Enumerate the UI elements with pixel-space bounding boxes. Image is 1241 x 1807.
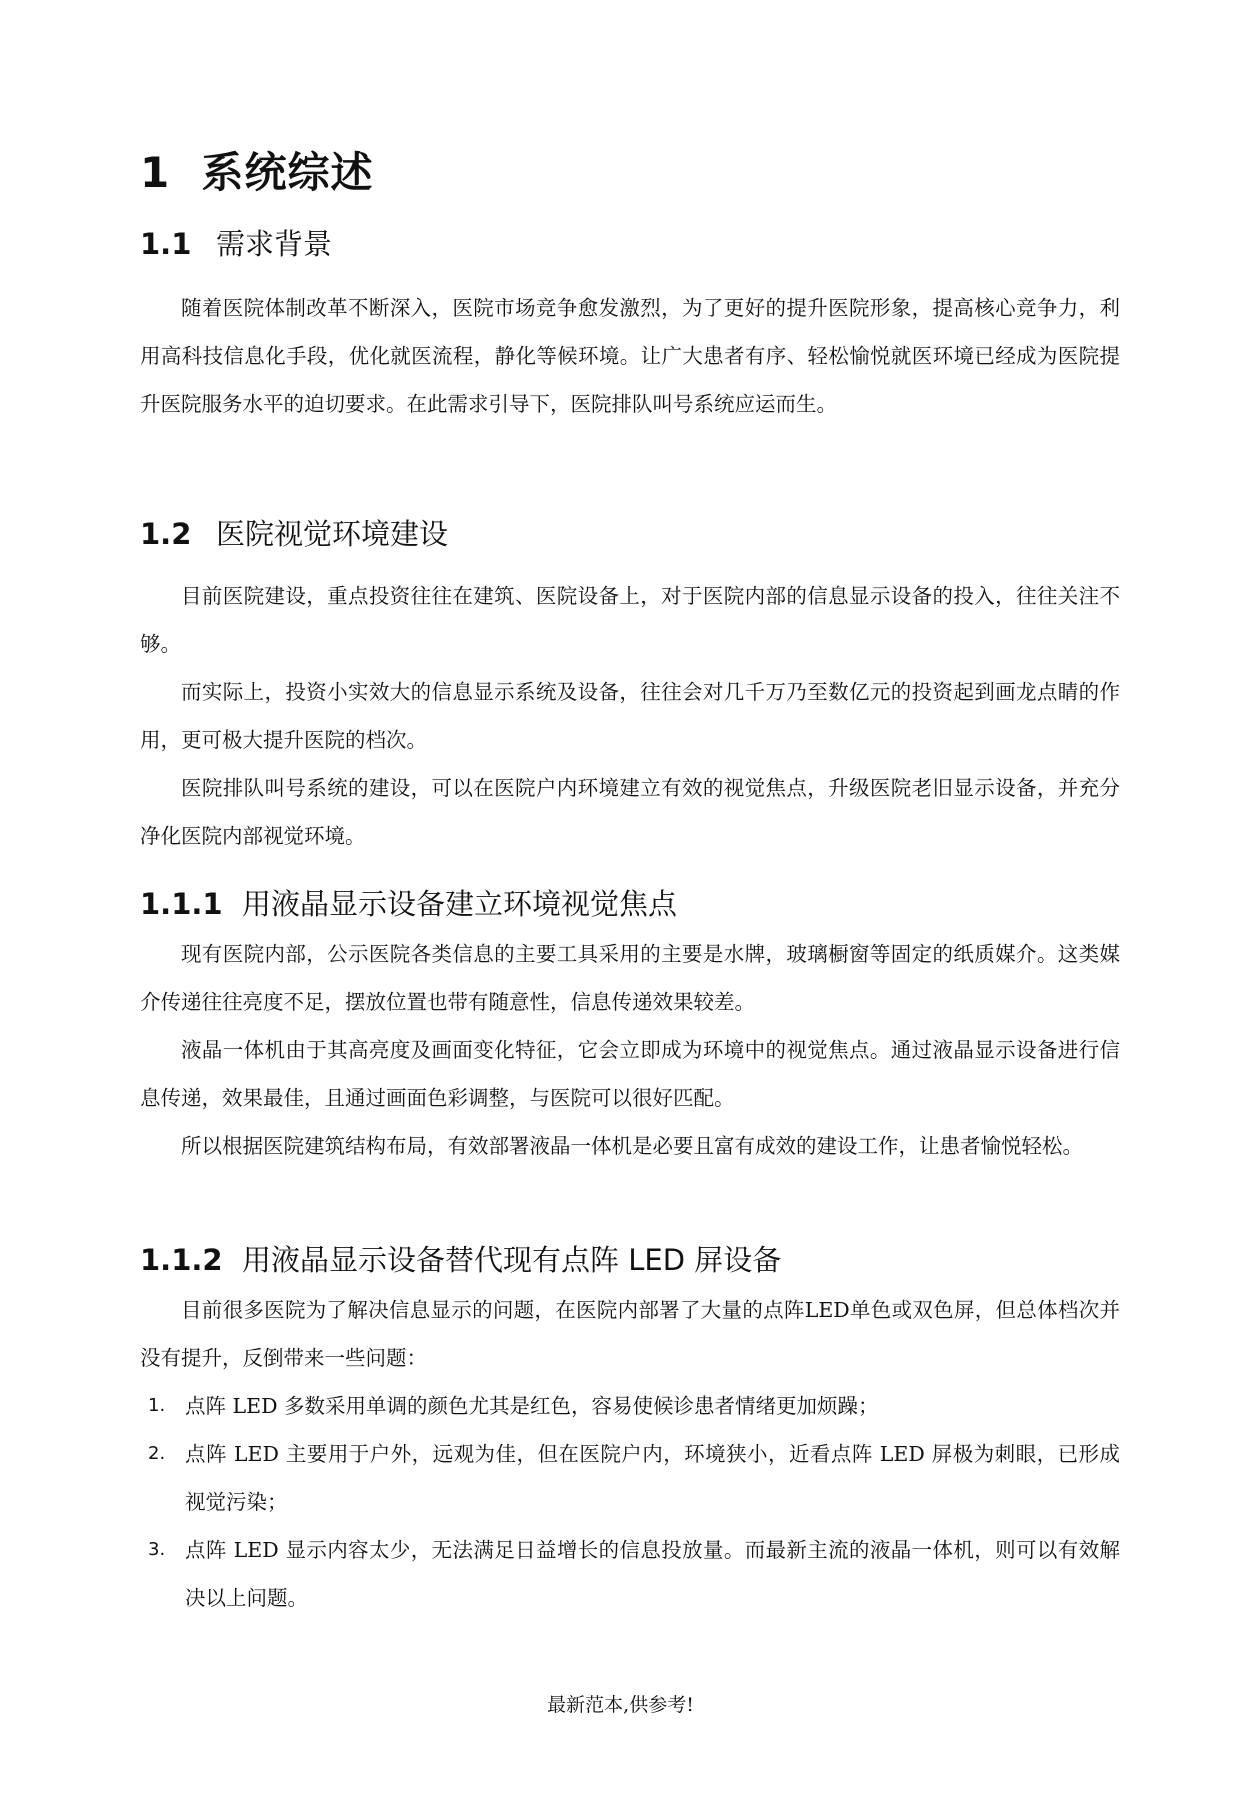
subsection-number: 1.1.1 [140,887,223,921]
list-item-number: 1. [148,1395,166,1416]
paragraph: 所以根据医院建筑结构布局，有效部署液晶一体机是必要且富有成效的建设工作，让患者愉悦轻松。 [181,1134,1083,1158]
numbered-list [140,1382,1120,1622]
subsection-heading-1-1-1 [140,882,677,923]
list-item-number: 3. [148,1539,166,1560]
chapter-number: 1 [140,148,171,197]
section-heading-1-2 [140,512,448,553]
subsection-number: 1.1.2 [140,1243,223,1277]
list-item-number: 2. [148,1443,166,1464]
chapter-heading [140,140,374,200]
list-item [140,1526,1120,1622]
chapter-title: 系统综述 [201,148,374,197]
list-item-text: 点阵 LED 显示内容太少，无法满足日益增长的信息投放量。而最新主流的液晶一体机，则可以有效解决以上问题。 [185,1538,1120,1610]
section-title: 医院视觉环境建设 [216,517,449,551]
section-number: 1.1 [140,227,192,261]
paragraph: 目前很多医院为了解决信息显示的问题，在医院内部署了大量的点阵LED单色或双色屏，但总体档次并没有提升，反倒带来一些问题： [140,1298,1120,1370]
paragraph: 现有医院内部，公示医院各类信息的主要工具采用的主要是水牌，玻璃橱窗等固定的纸质媒介。这类媒介传递往往亮度不足，摆放位置也带有随意性，信息传递效果较差。 [140,942,1120,1014]
paragraph: 医院排队叫号系统的建设，可以在医院户内环境建立有效的视觉焦点，升级医院老旧显示设备，并充分净化医院内部视觉环境。 [140,776,1120,848]
section-heading-1-1 [140,222,332,263]
paragraph: 而实际上，投资小实效大的信息显示系统及设备，往往会对几千万乃至数亿元的投资起到画龙点睛的作用，更可极大提升医院的档次。 [140,680,1120,752]
list-item-text: 点阵 LED 多数采用单调的颜色尤其是红色，容易使候诊患者情绪更加烦躁； [185,1394,879,1418]
section-title: 需求背景 [216,227,333,261]
paragraph: 目前医院建设，重点投资往往在建筑、医院设备上，对于医院内部的信息显示设备的投入，往往关注不够。 [140,584,1120,656]
paragraph: 随着医院体制改革不断深入，医院市场竞争愈发激烈，为了更好的提升医院形象，提高核心竞争力，利用高科技信息化手段，优化就医流程，静化等候环境。让广大患者有序、轻松愉悦就医环境已经成为医院提升医院服务水平的迫切要求。在此需求引导下，医院排队叫号系统应运而生。 [140,296,1120,416]
subsection-title: 用液晶显示设备建立环境视觉焦点 [242,887,678,921]
paragraph: 液晶一体机由于其高亮度及画面变化特征，它会立即成为环境中的视觉焦点。通过液晶显示设备进行信息传递，效果最佳，且通过画面色彩调整，与医院可以很好匹配。 [140,1038,1120,1110]
page-footer: 最新范本,供参考! [547,1694,694,1716]
section-number: 1.2 [140,517,192,551]
subsection-title: 用液晶显示设备替代现有点阵 LED 屏设备 [242,1243,782,1277]
subsection-heading-1-1-2 [140,1238,781,1279]
list-item-text: 点阵 LED 主要用于户外，远观为佳，但在医院户内，环境狭小，近看点阵 LED 屏极为刺眼，已形成视觉污染； [185,1442,1120,1514]
list-item [140,1382,1120,1430]
list-item [140,1430,1120,1526]
